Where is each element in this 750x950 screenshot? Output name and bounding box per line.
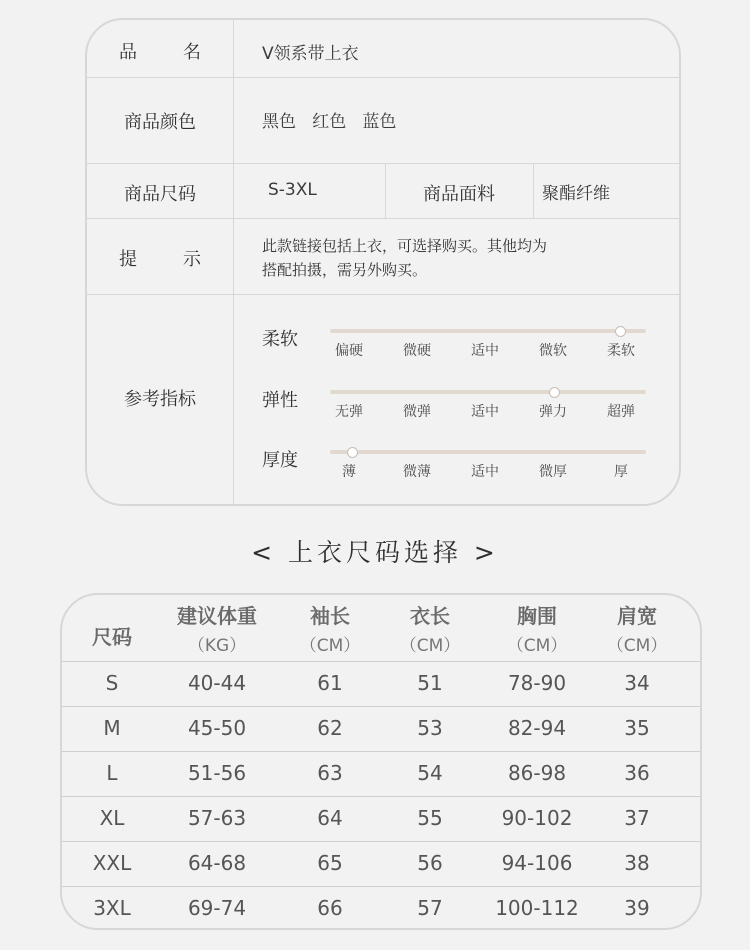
scale-tick: 无弹 (335, 404, 363, 420)
table-row (62, 886, 700, 930)
scale-track (330, 329, 646, 333)
product-fabric-value: 聚酯纤维 (542, 184, 610, 204)
table-row (62, 841, 700, 886)
table-cell: 62 (317, 716, 343, 740)
size-table (60, 593, 702, 930)
table-cell: 66 (317, 896, 343, 920)
header-sleeve-unit: （CM） (299, 636, 361, 656)
table-cell: 100-112 (495, 896, 579, 920)
header-shoulder: 肩宽 (617, 604, 657, 628)
table-cell: 64-68 (187, 851, 247, 875)
header-sleeve: 袖长 (310, 604, 350, 628)
table-cell: 94-106 (501, 851, 573, 875)
table-cell: 53 (417, 716, 443, 740)
product-color-label: 商品颜色 (124, 112, 196, 133)
product-tip-text (262, 234, 642, 282)
tip-line: 搭配拍摄，需另外购买。 (262, 261, 428, 279)
divider (533, 163, 534, 218)
scale-tick: 微厚 (539, 464, 567, 480)
scale-tick: 微薄 (403, 464, 431, 480)
label-char: 品 (119, 42, 137, 63)
scale-knob (347, 447, 358, 458)
tip-line: 此款链接包括上衣，可选择购买。其他均为 (262, 237, 548, 255)
label-char: 名 (183, 42, 201, 63)
table-cell: 36 (624, 761, 650, 785)
table-cell: 57-63 (187, 806, 247, 830)
table-cell: 34 (624, 671, 650, 695)
scale-knob (615, 326, 626, 337)
scale-tick: 微弹 (403, 404, 431, 420)
table-cell: 57 (417, 896, 443, 920)
scale-tick: 超弹 (607, 404, 635, 420)
divider (87, 294, 679, 295)
table-cell: 78-90 (507, 671, 567, 695)
table-cell: 61 (317, 671, 343, 695)
header-shoulder-unit: （CM） (606, 636, 668, 656)
scale-tick: 适中 (471, 343, 499, 359)
table-cell: 56 (417, 851, 443, 875)
scale-tick: 微软 (539, 343, 567, 359)
table-row (62, 751, 700, 796)
table-cell: S (105, 671, 119, 695)
table-cell: L (106, 761, 118, 785)
scale-track (330, 450, 646, 454)
product-size-value: S-3XL (268, 180, 317, 200)
table-row (62, 796, 700, 841)
divider (87, 163, 679, 164)
scale-tick: 厚 (614, 464, 628, 480)
table-row (62, 706, 700, 751)
size-section-title: < 上衣尺码选择 > (251, 538, 499, 567)
header-weight-unit: （KG） (187, 636, 247, 656)
table-cell: 51-56 (187, 761, 247, 785)
table-cell: 55 (417, 806, 443, 830)
table-cell: 86-98 (507, 761, 567, 785)
table-cell: 64 (317, 806, 343, 830)
scale-knob (549, 387, 560, 398)
label-char: 示 (183, 249, 201, 270)
table-cell: 65 (317, 851, 343, 875)
label-char: 提 (119, 249, 137, 270)
scale-name: 柔软 (262, 329, 298, 350)
product-name-value: V领系带上衣 (262, 44, 359, 64)
table-cell: 39 (624, 896, 650, 920)
table-cell: 38 (624, 851, 650, 875)
product-info-card (85, 18, 681, 506)
scale-tick: 适中 (471, 464, 499, 480)
header-size: 尺码 (92, 625, 132, 649)
table-cell: XL (99, 806, 125, 830)
header-length-unit: （CM） (399, 636, 461, 656)
table-cell: 82-94 (507, 716, 567, 740)
product-fabric-label: 商品面料 (423, 184, 495, 205)
reference-indicators-label: 参考指标 (124, 389, 196, 410)
product-name-label (87, 38, 233, 64)
table-cell: XXL (92, 851, 132, 875)
scale-track (330, 390, 646, 394)
scale-tick: 微硬 (403, 343, 431, 359)
scale-tick: 偏硬 (335, 343, 363, 359)
table-cell: 40-44 (187, 671, 247, 695)
scale-tick: 柔软 (607, 343, 635, 359)
table-row (62, 661, 700, 706)
scale-name: 厚度 (262, 450, 298, 471)
scale-tick: 弹力 (539, 404, 567, 420)
table-cell: 37 (624, 806, 650, 830)
table-cell: 90-102 (501, 806, 573, 830)
table-cell: 45-50 (187, 716, 247, 740)
product-size-label: 商品尺码 (124, 184, 196, 205)
header-bust: 胸围 (517, 604, 557, 628)
scale-name: 弹性 (262, 390, 298, 411)
table-cell: 3XL (93, 896, 131, 920)
table-cell: 69-74 (187, 896, 247, 920)
table-cell: 63 (317, 761, 343, 785)
table-cell: 51 (417, 671, 443, 695)
header-bust-unit: （CM） (506, 636, 568, 656)
scale-tick: 适中 (471, 404, 499, 420)
divider (87, 218, 679, 219)
header-length: 衣长 (410, 604, 450, 628)
table-cell: 54 (417, 761, 443, 785)
table-cell: M (103, 716, 121, 740)
divider (87, 77, 679, 78)
table-cell: 35 (624, 716, 650, 740)
product-tip-label (87, 245, 233, 271)
product-color-value: 黑色 红色 蓝色 (262, 112, 397, 132)
header-weight: 建议体重 (177, 604, 257, 628)
scale-tick: 薄 (342, 464, 356, 480)
divider (233, 20, 234, 506)
